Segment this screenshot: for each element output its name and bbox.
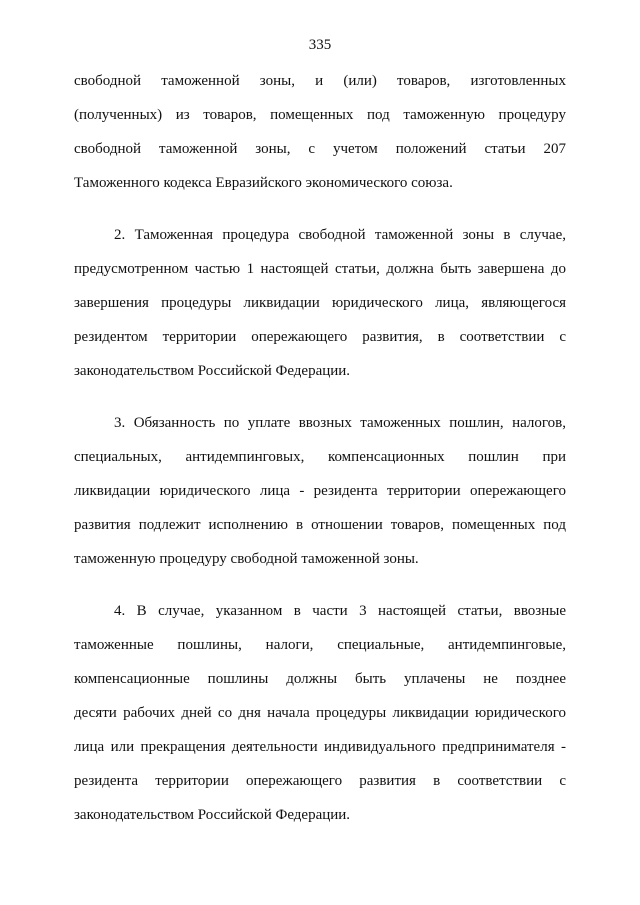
paragraph-line: 2. Таможенная процедура свободной таможенной зоны в случае, bbox=[114, 227, 566, 243]
paragraph-2 bbox=[74, 224, 566, 394]
paragraph-line: законодательством Российской Федерации. bbox=[74, 807, 351, 823]
paragraph-line: 3. Обязанность по уплате ввозных таможенных пошлин, налогов, bbox=[114, 415, 566, 431]
paragraph-line: компенсационные пошлины должны быть уплачены не позднее bbox=[74, 671, 566, 687]
paragraph-line: 4. В случае, указанном в части 3 настоящей статьи, ввозные bbox=[114, 603, 566, 619]
paragraph-line: завершения процедуры ликвидации юридического лица, являющегося bbox=[74, 295, 566, 311]
paragraph-line: Таможенного кодекса Евразийского экономического союза. bbox=[74, 175, 453, 191]
paragraph-spacer bbox=[74, 206, 566, 224]
paragraph-3 bbox=[74, 412, 566, 582]
paragraph-line: развития подлежит исполнению в отношении товаров, помещенных под bbox=[74, 517, 566, 533]
paragraph-line: предусмотренном частью 1 настоящей статьи, должна быть завершена до bbox=[74, 261, 566, 277]
paragraph-spacer bbox=[74, 394, 566, 412]
page-number: 335 bbox=[308, 37, 332, 53]
paragraph-line: таможенную процедуру свободной таможенной зоны. bbox=[74, 551, 419, 567]
paragraph-line: свободной таможенной зоны, с учетом положений статьи 207 bbox=[74, 141, 566, 157]
paragraph-line: (полученных) из товаров, помещенных под таможенную процедуру bbox=[74, 107, 566, 123]
paragraph-spacer bbox=[74, 582, 566, 600]
paragraph-4 bbox=[74, 600, 566, 838]
document-body bbox=[74, 70, 566, 838]
paragraph-line: резидентом территории опережающего развития, в соответствии с bbox=[74, 329, 566, 345]
paragraph-line: законодательством Российской Федерации. bbox=[74, 363, 351, 379]
paragraph-line: резидента территории опережающего развития в соответствии с bbox=[74, 773, 566, 789]
paragraph-line: свободной таможенной зоны, и (или) товаров, изготовленных bbox=[74, 73, 566, 89]
paragraph-line: лица или прекращения деятельности индивидуального предпринимателя - bbox=[74, 739, 566, 755]
paragraph-line: таможенные пошлины, налоги, специальные, антидемпинговые, bbox=[74, 637, 566, 653]
paragraph-line: ликвидации юридического лица - резидента территории опережающего bbox=[74, 483, 566, 499]
paragraph-1 bbox=[74, 70, 566, 206]
paragraph-line: специальных, антидемпинговых, компенсационных пошлин при bbox=[74, 449, 566, 465]
paragraph-line: десяти рабочих дней со дня начала процедуры ликвидации юридического bbox=[74, 705, 566, 721]
